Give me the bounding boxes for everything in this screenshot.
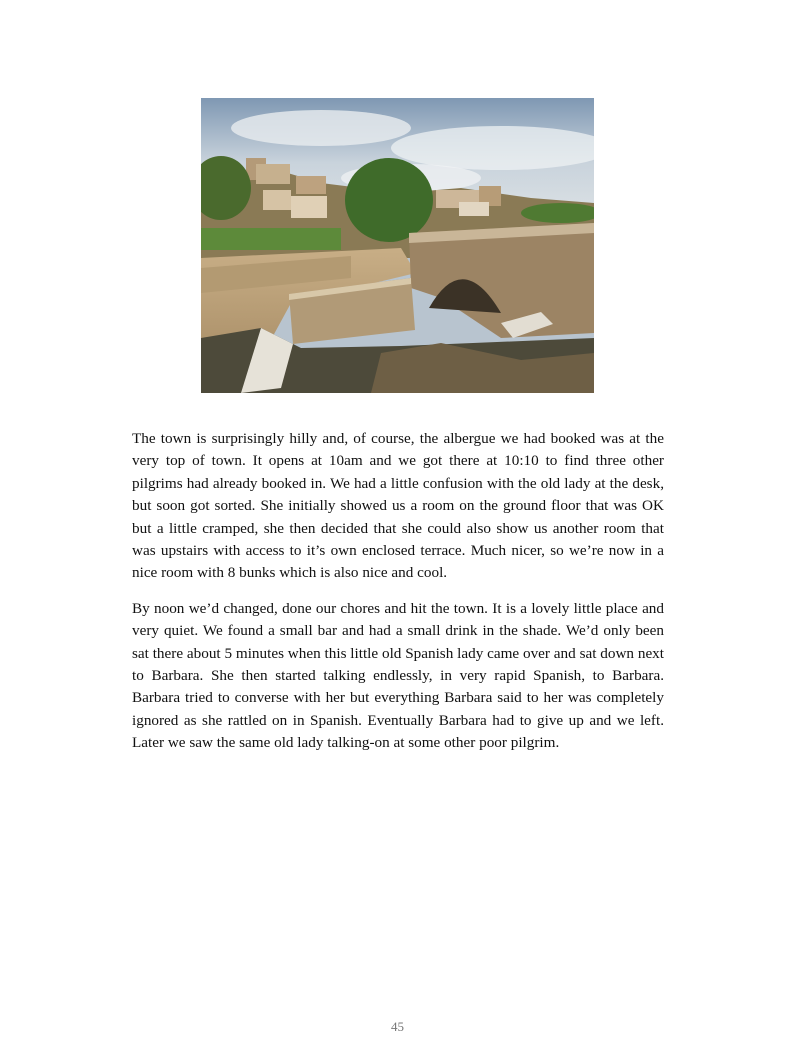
bridge-photo: [201, 98, 594, 393]
tree: [345, 158, 433, 242]
paragraph-1: The town is surprisingly hilly and, of course, the albergue we had booked was at the very top of town. It opens at 10am and we got there at 10:10 to find three other pilgrims had already booked in. We had a little confusion with the old lady at the desk, but soon got sorted. She initially showed us a room on the ground floor that was OK but a little cramped, she then decided that she could also show us another room that was upstairs with access to it’s own enclosed terrace. Much nicer, so we’re now in a nice room with 8 bunks which is also nice and cool.: [132, 430, 664, 582]
bridge-photo-illustration: [201, 98, 594, 393]
paragraph-2: By noon we’d changed, done our chores and hit the town. It is a lovely little place and very quiet. We found a small bar and had a small drink in the shade. We’d only been sat there about 5 minutes when this little old Spanish lady came over and sat down next to Barbara. She then started talking endlessly, in very rapid Spanish, to Barbara. Barbara tried to converse with her but everything Barbara said to her was completely ignored as she rattled on in Spanish. Eventually Barbara had to give up and we left. Later we saw the same old lady talking-on at some other poor pilgrim.: [132, 599, 664, 752]
body-text: [132, 428, 664, 768]
page-number: 45: [391, 1019, 404, 1034]
